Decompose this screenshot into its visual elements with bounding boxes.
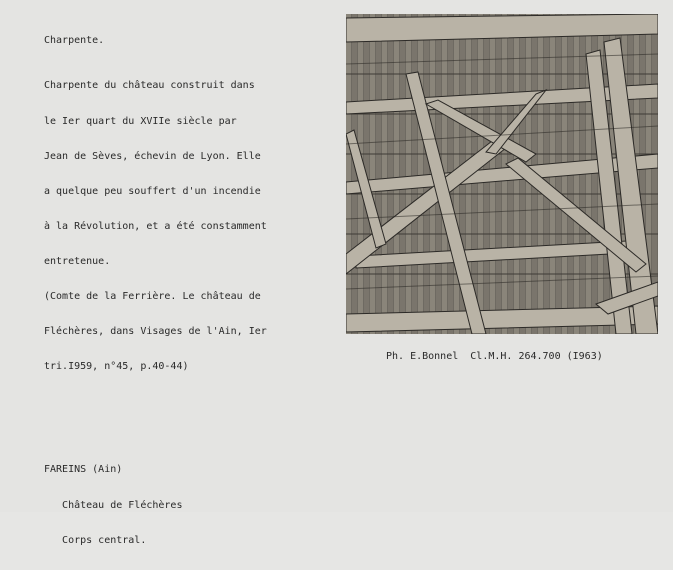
description-line: tri.I959, n°45, p.40-44) xyxy=(44,361,189,373)
description-line: (Comte de la Ferrière. Le château de xyxy=(44,291,261,303)
photo-credit: Ph. E.Bonnel Cl.M.H. 264.700 (I963) xyxy=(386,351,603,362)
location-line: Château de Fléchères xyxy=(44,499,183,511)
record-heading: Charpente. xyxy=(44,35,105,46)
description-line: Jean de Sèves, échevin de Lyon. Elle xyxy=(44,150,261,162)
description-line: entretenue. xyxy=(44,255,111,267)
location-line: FAREINS (Ain) xyxy=(44,464,123,476)
roof-framework-photo xyxy=(346,14,658,334)
roof-framework-illustration xyxy=(346,14,658,334)
description-line: Charpente du château construit dans xyxy=(44,80,255,92)
description-line: le Ier quart du XVIIe siècle par xyxy=(44,115,237,127)
description-line: a quelque peu souffert d'un incendie xyxy=(44,185,261,197)
description-line: Fléchères, dans Visages de l'Ain, Ier xyxy=(44,326,267,338)
location-line: Corps central. xyxy=(44,534,147,546)
record-description xyxy=(44,57,267,396)
description-line: à la Révolution, et a été constamment xyxy=(44,220,267,232)
location-block xyxy=(44,441,182,570)
